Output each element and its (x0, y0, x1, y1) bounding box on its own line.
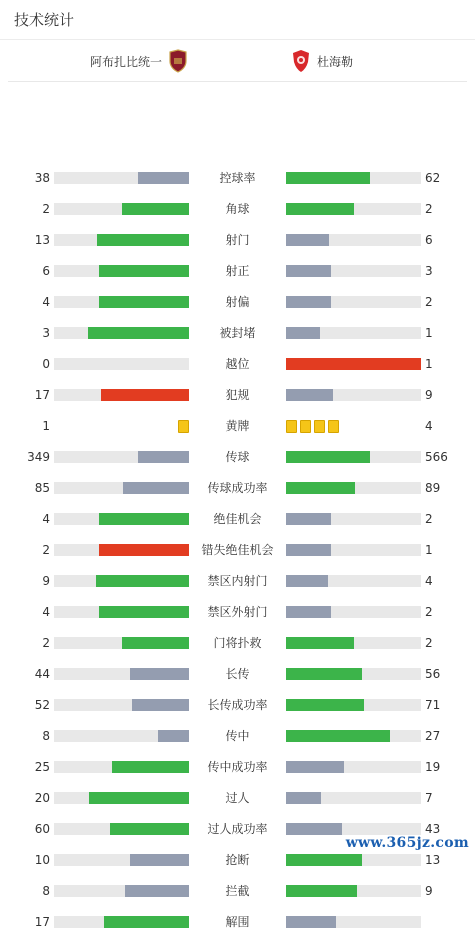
away-stat-value: 9 (425, 388, 433, 402)
home-stat-bar-fill (125, 885, 189, 897)
stat-label: 禁区外射门 (207, 605, 268, 619)
home-stat-bar-track (54, 234, 189, 246)
stat-label: 控球率 (219, 171, 256, 185)
away-stat-bar-fill (286, 172, 370, 184)
home-stat-value: 17 (34, 388, 50, 402)
stat-label: 黄牌 (225, 419, 250, 433)
away-stat-bar-track (286, 203, 421, 215)
away-stat-bar-fill (286, 513, 331, 525)
stat-row (0, 597, 475, 628)
away-stat-value: 9 (425, 884, 433, 898)
away-stat-value: 7 (425, 791, 433, 805)
stat-row (0, 473, 475, 504)
stat-label: 门将扑救 (213, 636, 262, 650)
away-stat-value: 19 (425, 760, 441, 774)
away-stat-bar-track (286, 265, 421, 277)
away-stat-bar-fill (286, 234, 329, 246)
home-stat-bar-track (54, 668, 189, 680)
away-stat-value: 1 (425, 543, 433, 557)
watermark: www.365jz.com (345, 835, 469, 851)
home-stat-bar-fill (132, 699, 189, 711)
home-stat-bar-fill (122, 637, 190, 649)
stat-row (0, 287, 475, 318)
home-stat-bar-fill (99, 513, 189, 525)
away-stat-bar-track (286, 482, 421, 494)
stat-row (0, 318, 475, 349)
home-stat-value: 17 (34, 915, 50, 929)
yellow-card-icon (286, 420, 297, 433)
home-stat-value: 20 (34, 791, 50, 805)
away-stat-bar-track (286, 699, 421, 711)
home-stat-bar-fill (130, 668, 189, 680)
stat-label: 越位 (225, 357, 250, 371)
home-stat-bar-fill (99, 606, 189, 618)
stat-label: 射偏 (225, 295, 250, 309)
home-stat-bar-track (54, 916, 189, 928)
home-stat-value: 8 (42, 729, 50, 743)
home-stat-value: 4 (42, 512, 50, 526)
away-stat-value: 4 (425, 574, 433, 588)
stat-label: 解围 (225, 915, 250, 929)
away-stat-bar-fill (286, 482, 355, 494)
away-stat-bar-track (286, 451, 421, 463)
away-stat-bar-track (286, 668, 421, 680)
away-stat-value: 2 (425, 202, 433, 216)
stat-label: 拦截 (225, 884, 250, 898)
home-team-name: 阿布扎比统一 (90, 54, 163, 69)
away-stat-value: 4 (425, 419, 433, 433)
home-stat-bar-track (54, 327, 189, 339)
away-stat-bar-track (286, 885, 421, 897)
home-stat-bar-track (54, 389, 189, 401)
home-stat-bar-fill (138, 451, 189, 463)
away-stat-bar-fill (286, 265, 331, 277)
away-stat-bar-fill (286, 668, 362, 680)
away-stat-bar-track (286, 513, 421, 525)
home-stat-value: 60 (34, 822, 50, 836)
home-stat-bar-track (54, 358, 189, 370)
stat-label: 长传成功率 (207, 698, 268, 712)
away-stat-bar-track (286, 606, 421, 618)
home-stat-bar-fill (104, 916, 189, 928)
away-stat-bar-track (286, 234, 421, 246)
home-stat-bar-fill (96, 575, 189, 587)
home-stat-bar-fill (101, 389, 189, 401)
home-stat-value: 52 (34, 698, 50, 712)
home-stat-bar-track (54, 513, 189, 525)
away-stat-bar-track (286, 823, 421, 835)
stat-row (0, 876, 475, 907)
yellow-card-icon (178, 420, 189, 433)
home-stat-value: 9 (42, 574, 50, 588)
away-stat-bar-fill (286, 389, 333, 401)
home-stat-bar-track (54, 761, 189, 773)
stat-row (0, 194, 475, 225)
stat-label: 绝佳机会 (213, 512, 262, 526)
home-stat-bar-track (54, 637, 189, 649)
away-stat-bar-track (286, 172, 421, 184)
away-stat-bar-track (286, 637, 421, 649)
away-stat-bar-fill (286, 544, 331, 556)
home-yellow-cards (178, 420, 189, 433)
away-stat-bar-fill (286, 916, 336, 928)
stat-row (0, 504, 475, 535)
home-stat-bar-track (54, 823, 189, 835)
home-stat-bar-fill (89, 792, 189, 804)
stat-label: 抢断 (225, 853, 250, 867)
stat-label: 角球 (225, 202, 250, 216)
away-stat-value: 6 (425, 233, 433, 247)
stat-row (0, 442, 475, 473)
stat-row (0, 411, 475, 442)
stat-row (0, 659, 475, 690)
away-stat-bar-fill (286, 203, 354, 215)
away-stat-value: 27 (425, 729, 441, 743)
away-stat-bar-track (286, 296, 421, 308)
away-stat-value: 2 (425, 605, 433, 619)
away-stat-value (425, 907, 465, 938)
home-stat-value: 13 (34, 233, 50, 247)
home-stat-bar-fill (130, 854, 189, 866)
home-stat-value: 2 (42, 636, 50, 650)
stat-label: 传球成功率 (207, 481, 268, 495)
stat-row (0, 256, 475, 287)
stat-label: 射正 (225, 264, 250, 278)
stat-row (0, 752, 475, 783)
home-team-badge-icon (168, 49, 188, 73)
home-stat-bar-track (54, 544, 189, 556)
stats-header (0, 0, 475, 40)
stat-label: 禁区内射门 (207, 574, 268, 588)
home-stat-bar-track (54, 265, 189, 277)
home-stat-bar-track (54, 792, 189, 804)
away-stat-value: 1 (425, 326, 433, 340)
home-stat-value: 2 (42, 202, 50, 216)
home-stat-value: 3 (42, 326, 50, 340)
away-stat-bar-fill (286, 761, 344, 773)
stat-label: 传中 (225, 729, 250, 743)
away-yellow-cards (286, 420, 339, 433)
home-stat-bar-fill (88, 327, 189, 339)
away-stat-bar-track (286, 544, 421, 556)
away-team[interactable] (291, 49, 353, 73)
home-stat-value: 85 (34, 481, 50, 495)
away-stat-value: 56 (425, 667, 441, 681)
home-stat-bar-track (54, 575, 189, 587)
yellow-card-icon (300, 420, 311, 433)
home-stat-value: 44 (34, 667, 50, 681)
stat-row (0, 163, 475, 194)
home-stat-bar-track (54, 699, 189, 711)
stat-row (0, 628, 475, 659)
away-stat-bar-fill (286, 792, 321, 804)
home-stat-bar-track (54, 172, 189, 184)
away-stat-bar-track (286, 389, 421, 401)
away-stat-bar-fill (286, 606, 331, 618)
away-stat-bar-track (286, 792, 421, 804)
away-stat-bar-fill (286, 885, 357, 897)
away-team-name: 杜海勒 (317, 54, 354, 69)
away-stat-value: 2 (425, 512, 433, 526)
home-stat-bar-fill (112, 761, 189, 773)
stat-label: 传球 (225, 450, 250, 464)
home-stat-bar-fill (110, 823, 189, 835)
away-stat-value: 89 (425, 481, 441, 495)
home-stat-bar-fill (97, 234, 189, 246)
yellow-card-icon (328, 420, 339, 433)
away-stat-bar-track (286, 327, 421, 339)
yellow-card-icon (314, 420, 325, 433)
home-stat-bar-fill (158, 730, 189, 742)
away-stat-bar-fill (286, 637, 354, 649)
away-stat-bar-fill (286, 823, 342, 835)
stat-label: 长传 (225, 667, 250, 681)
home-stat-bar-track (54, 296, 189, 308)
stat-label: 犯规 (225, 388, 250, 402)
away-stat-value: 62 (425, 171, 441, 185)
stat-row (0, 535, 475, 566)
stat-label: 射门 (225, 233, 250, 247)
home-stat-bar-track (54, 730, 189, 742)
stat-row (0, 225, 475, 256)
home-stat-bar-track (54, 885, 189, 897)
home-stat-value: 4 (42, 295, 50, 309)
home-stat-value: 349 (27, 450, 50, 464)
home-stat-bar-fill (99, 265, 189, 277)
stat-row (0, 380, 475, 411)
away-stat-value: 71 (425, 698, 441, 712)
away-stat-bar-fill (286, 327, 320, 339)
home-stat-bar-track (54, 854, 189, 866)
away-team-badge-icon (291, 49, 311, 73)
home-team[interactable] (90, 49, 188, 73)
home-stat-value: 0 (42, 357, 50, 371)
away-stat-value: 13 (425, 853, 441, 867)
away-stat-bar-fill (286, 699, 364, 711)
home-stat-value: 2 (42, 543, 50, 557)
away-stat-bar-track (286, 730, 421, 742)
stat-label: 传中成功率 (207, 760, 268, 774)
home-stat-value: 4 (42, 605, 50, 619)
stat-label: 过人 (225, 791, 250, 805)
away-stat-bar-fill (286, 730, 390, 742)
home-stat-value: 25 (34, 760, 50, 774)
away-stat-value: 1 (425, 357, 433, 371)
stat-row (0, 907, 475, 938)
away-stat-bar-fill (286, 451, 370, 463)
away-stat-bar-track (286, 761, 421, 773)
stat-row (0, 690, 475, 721)
home-stat-bar-fill (99, 544, 189, 556)
away-stat-bar-track (286, 916, 421, 928)
away-stat-bar-track (286, 575, 421, 587)
home-stat-bar-track (54, 203, 189, 215)
teams-row (8, 40, 467, 82)
away-stat-value: 566 (425, 450, 448, 464)
home-stat-bar-fill (99, 296, 189, 308)
stat-row (0, 721, 475, 752)
away-stat-bar-fill (286, 575, 328, 587)
stat-row (0, 349, 475, 380)
stat-label: 错失绝佳机会 (201, 543, 274, 557)
home-stat-bar-fill (123, 482, 189, 494)
away-stat-bar-track (286, 854, 421, 866)
away-stat-bar-track (286, 358, 421, 370)
away-stat-value: 3 (425, 264, 433, 278)
away-stat-value: 43 (425, 822, 441, 836)
home-stat-bar-track (54, 606, 189, 618)
home-stat-value: 6 (42, 264, 50, 278)
home-stat-value: 10 (34, 853, 50, 867)
stat-label: 被封堵 (219, 326, 256, 340)
home-stat-value: 1 (42, 419, 50, 433)
home-stat-value: 38 (34, 171, 50, 185)
away-stat-bar-fill (286, 358, 421, 370)
away-stat-bar-fill (286, 296, 331, 308)
home-stat-bar-track (54, 482, 189, 494)
away-stat-value: 2 (425, 636, 433, 650)
home-stat-bar-track (54, 451, 189, 463)
home-stat-bar-fill (122, 203, 190, 215)
stat-label: 过人成功率 (207, 822, 268, 836)
stat-row (0, 783, 475, 814)
home-stat-value: 8 (42, 884, 50, 898)
away-stat-bar-fill (286, 854, 362, 866)
stat-row (0, 566, 475, 597)
away-stat-value: 2 (425, 295, 433, 309)
home-stat-bar-fill (138, 172, 189, 184)
page-title: 技术统计 (14, 11, 75, 29)
